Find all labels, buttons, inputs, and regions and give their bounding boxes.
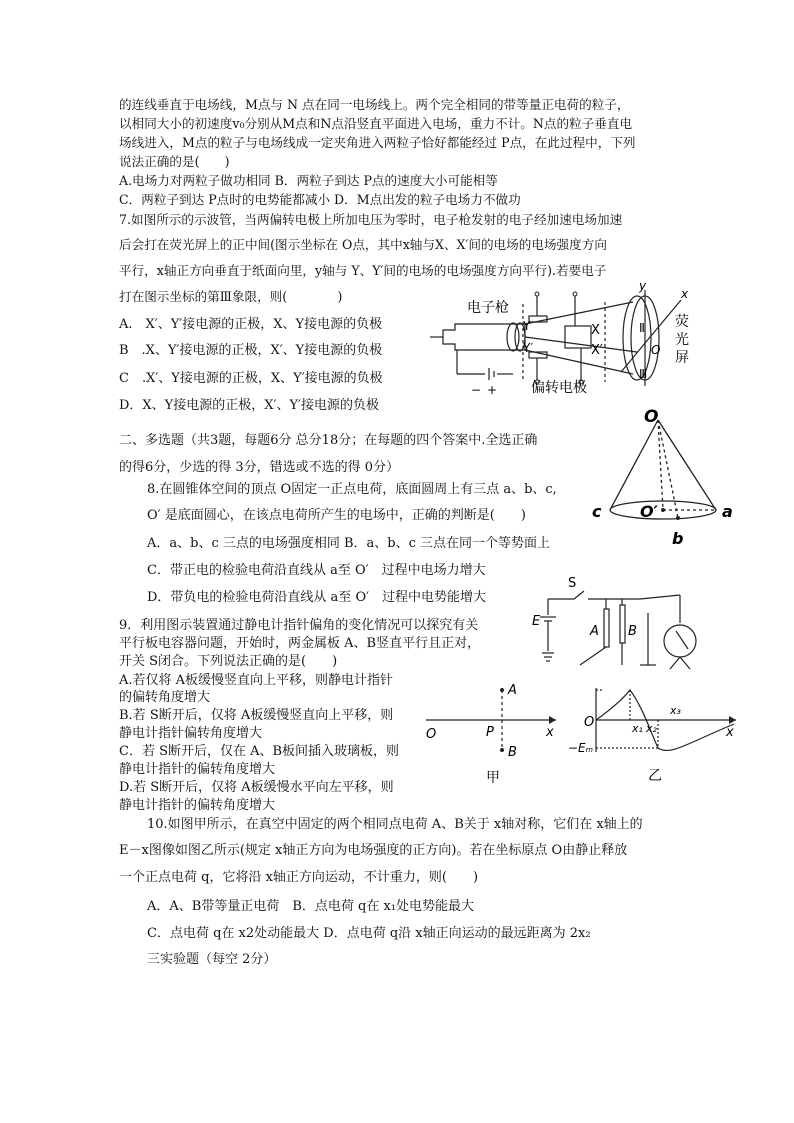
yi-x-arrow [729, 716, 736, 724]
label-y-axis: y [639, 282, 647, 293]
x-axis [621, 300, 681, 372]
q10-line-2: E－x图像如图乙所示(规定 x轴正方向为电场强度的正方向)。若在坐标原点 O由静止释放 [119, 843, 628, 858]
q7-option-b: B .X、Y′接电源的正极，X′、Y接电源的负极 [119, 343, 383, 358]
q7-line-3: 平行，x轴正方向垂直于纸面向里，y轴与 Y、Y′间的电场的电场强度方向平行).若要电子 [119, 263, 607, 278]
label-gun: 电子枪 [467, 300, 509, 316]
label-minus: − [471, 383, 482, 397]
q9-option-d-2: 静电计指针的偏转角度增大 [119, 798, 276, 813]
label-Op: O′ [640, 502, 658, 521]
jia-caption: 甲 [486, 770, 500, 786]
label-screen-3: 屏 [675, 350, 689, 366]
q6-line-3: 场线进入，M点的粒子与电场线成一定夹角进入两粒子恰好都能经过 P点，在此过程中，下列 [119, 135, 636, 150]
q9-line-2: 平行板电容器问题，开始时，两金属板 A、B竖直平行且正对， [119, 636, 481, 651]
terminal-x [573, 292, 577, 296]
jia-label-B: B [508, 745, 517, 760]
label-c: c [592, 502, 602, 521]
capacitor-figure [530, 573, 718, 673]
q10-line-1: 10.如图甲所示，在真空中固定的两个相同点电荷 A、B关于 x轴对称，它们在 x轴上的 [147, 817, 643, 832]
label-B: B [628, 624, 637, 639]
label-x-plate: X [591, 323, 600, 338]
q8-option-c: C．带正电的检验电荷沿直线从 a至 O′ 过程中电场力增大 [147, 563, 486, 578]
q8-line-2: O′ 是底面圆心，在该点电荷所产生的电场中，正确的判断是( ) [147, 508, 526, 523]
label-b: b [672, 529, 684, 548]
yi-label-x2: x₂ [646, 722, 657, 735]
label-S: S [568, 576, 577, 591]
yi-label-O: O [584, 715, 595, 730]
label-screen-1: 荧 [675, 314, 689, 330]
q10-line-3: 一个正点电荷 q，它将沿 x轴正方向运动，不计重力，则( ) [119, 870, 479, 885]
jia-point-A [500, 688, 504, 692]
q9-option-b-2: 静电计指针偏转角度增大 [119, 726, 263, 741]
q9-option-c-2: 静电计指针的偏转角度增大 [119, 762, 276, 777]
gun-tube [443, 324, 525, 350]
q7-line-2: 后会打在荧光屏上的正中间(图示坐标在 O点，其中x轴与X、X′间的电场的电场强度方向 [119, 237, 607, 252]
jia-x-arrow [549, 716, 556, 724]
q7-line-4: 打在图示坐标的第Ⅲ象限，则( ) [119, 289, 343, 304]
q9-line-1: 9．利用图示装置通过静电计指针偏角的变化情况可以探究有关 [119, 618, 479, 633]
q6-line-2: 以相同大小的初速度v₀分别从M点和N点沿竖直平面进入电场，重力不计。N点的粒子垂直电 [119, 116, 633, 131]
label-origin: O [651, 343, 661, 357]
plate-B [620, 605, 625, 643]
yi-label-x3: x₃ [670, 704, 681, 717]
jia-label-x: x [546, 725, 554, 740]
q9-option-c-1: C．若 S断开后，仅在 A、B板间插入玻璃板，则 [119, 744, 400, 759]
figure-jia [422, 678, 562, 788]
center-point [661, 508, 665, 512]
jia-label-O: O [426, 727, 437, 742]
section2-line-2: 的得6分，少选的得 3分，错选或不选的得 0分） [119, 460, 400, 475]
label-x-axis: x [681, 287, 689, 301]
q6-option-ab: A.电场力对两粒子做功相同 B．两粒子到达 P点的速度大小可能相等 [119, 173, 498, 188]
q6-line-4: 说法正确的是( ) [119, 154, 230, 169]
q9-option-a-2: 的偏转角度增大 [119, 690, 211, 705]
label-electrode: 偏转电极 [531, 380, 587, 396]
q9-option-d-1: D.若 S断开后，仅将 A板缓慢水平向左平移，则 [119, 780, 394, 795]
q9-option-a-1: A.若仅将 A板缓慢竖直向上平移，则静电计指针 [119, 673, 394, 688]
jia-label-P: P [486, 725, 494, 740]
label-plus: + [487, 383, 498, 397]
label-A: A [590, 624, 599, 639]
q8-line-1: 8.在圆锥体空间的顶点 O固定一正点电荷，底面圆周上有三点 a、b、c, [147, 482, 557, 497]
q10-option-cd: C．点电荷 q在 x2处动能最大 D．点电荷 q沿 x轴正向运动的最远距离为 2x₂ [147, 926, 591, 941]
label-screen-2: 光 [675, 332, 689, 348]
switch-blade [574, 591, 584, 599]
q6-line-1: 的连线垂直于电场线，M点与 N 点在同一电场线上。两个完全相同的带等量正电荷的粒子， [119, 97, 630, 112]
q10-option-ab: A．A、B带等量正电荷 B．点电荷 q在 x₁处电势能最大 [147, 899, 475, 914]
label-xp-plate: X′ [591, 343, 603, 358]
label-y-plate: Y [523, 319, 531, 333]
q9-line-3: 开关 S闭合。下列说法正确的是( ) [119, 654, 338, 669]
meter-leg-left [670, 657, 680, 669]
yi-label-x: x [726, 725, 734, 740]
tube-upper [525, 302, 633, 324]
q7-option-d: D．X、Y接电源的正极，X′、Y′接电源的负极 [119, 398, 380, 413]
q6-option-cd: C．两粒子到达 P点时的电势能都减小 D．M点出发的粒子电场力不做功 [119, 192, 521, 207]
cone-edge-left [610, 420, 658, 510]
yi-label-x1: x₁ [632, 722, 643, 735]
section2-line-1: 二、多选题（共3题，每题6分 总分18分；在每题的四个答案中.全选正确 [119, 433, 538, 448]
section3-title: 三实验题（每空 2分） [147, 952, 277, 967]
wire-to-meter [640, 595, 680, 599]
stand-A [580, 647, 606, 665]
label-O: O [644, 407, 659, 427]
q9-option-b-1: B.若 S断开后，仅将 A板缓慢竖直向上平移，则 [119, 708, 394, 723]
accelerating-anode [507, 323, 519, 351]
label-a: a [722, 502, 733, 521]
cone-edge-right [658, 420, 716, 510]
electrometer-needle [676, 631, 688, 649]
terminal-y [535, 292, 539, 296]
q7-line-1: 7.如图所示的示波管，当两偏转电极上所加电压为零时，电子枪发射的电子经加速电场加速 [119, 212, 623, 227]
jia-label-A: A [508, 683, 517, 698]
q8-option-d: D．带负电的检验电荷沿直线从 a至 O′ 过程中电势能增大 [147, 590, 487, 605]
meter-leg-right [680, 657, 690, 669]
jia-point-B [500, 748, 504, 752]
oscilloscope-figure [425, 282, 705, 410]
yi-caption: 乙 [648, 768, 662, 784]
label-quadrant-3: Ⅲ [639, 367, 648, 381]
q8-option-ab: A．a、b、c 三点的电场强度相同 B．a、b、c 三点在同一个等势面上 [147, 536, 551, 551]
label-E: E [532, 614, 541, 629]
label-quadrant-2: Ⅱ [639, 321, 645, 335]
label-yp-plate: Y′ [523, 341, 534, 355]
q7-option-c: C .X′、Y接电源的正极，X、Y′接电源的负极 [119, 371, 383, 386]
figure-yi [566, 680, 742, 792]
cone-figure [588, 402, 740, 550]
point-b [676, 516, 680, 520]
plate-A [604, 609, 609, 647]
electrometer [664, 625, 696, 657]
q7-option-a: A. X′、Y′接电源的正极，X、Y接电源的负极 [119, 317, 383, 332]
yi-label-em: −Eₘ [568, 741, 594, 755]
tube-lower [525, 350, 633, 374]
